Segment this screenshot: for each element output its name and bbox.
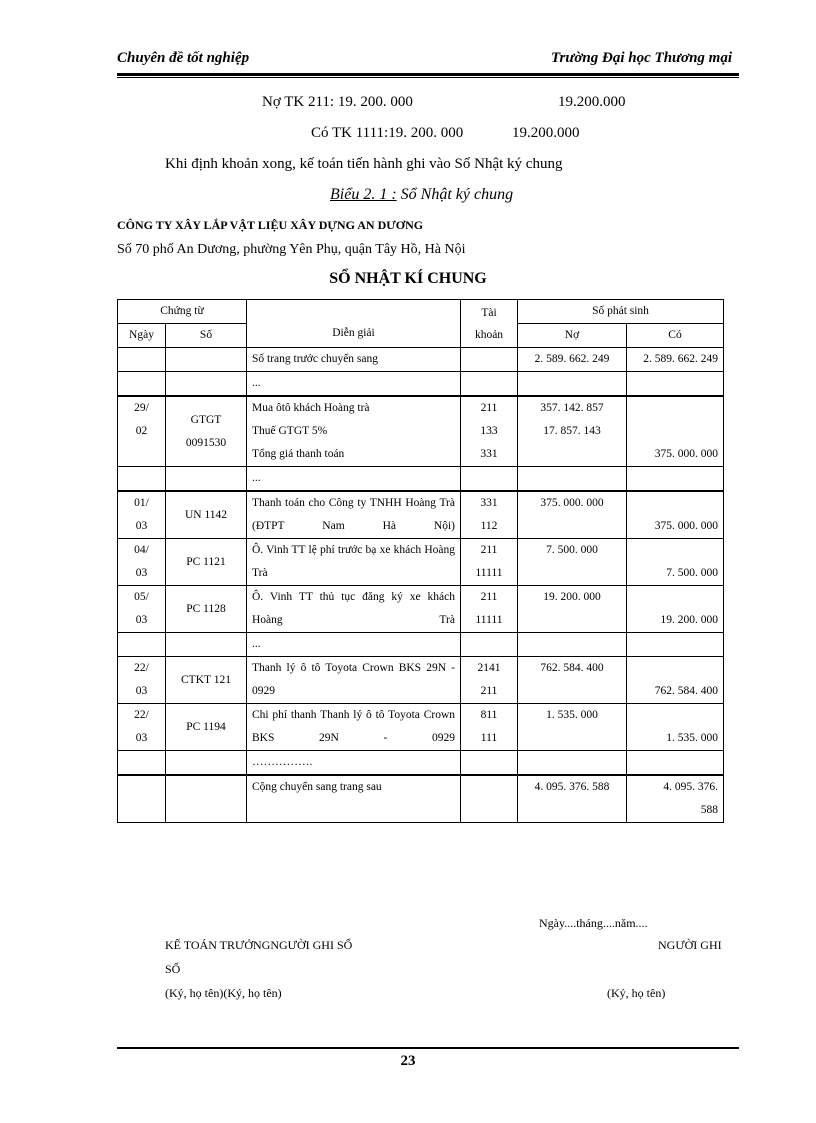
recorder-label: NGƯỜI GHI SỔ xyxy=(270,938,353,952)
cell-debit: 4. 095. 376. 588 xyxy=(518,776,627,823)
cell-debit: 19. 200. 000 xyxy=(518,586,627,633)
cell-description: ... xyxy=(247,633,461,657)
cell-date xyxy=(118,776,166,823)
cell-account: 811 111 xyxy=(461,704,518,751)
cell-credit: 7. 500. 000 xyxy=(627,539,724,586)
signature-titles xyxy=(165,938,352,953)
table-row xyxy=(118,776,724,823)
cell-date: 22/ 03 xyxy=(118,704,166,751)
cell-date: 01/ 03 xyxy=(118,492,166,539)
cell-credit: 375. 000. 000 xyxy=(627,492,724,539)
company-name: CÔNG TY XÂY LẮP VẬT LIỆU XÂY DỰNG AN DƯƠNG xyxy=(117,218,424,232)
cell-date: 04/ 03 xyxy=(118,539,166,586)
cell-debit xyxy=(518,633,627,657)
cell-date: 05/ 03 xyxy=(118,586,166,633)
table-row xyxy=(118,704,724,751)
debit-amount: 19.200.000 xyxy=(558,94,626,110)
cell-account: 331 112 xyxy=(461,492,518,539)
cell-date: 22/ 03 xyxy=(118,657,166,704)
debit-entry: Nợ TK 211: 19. 200. 000 xyxy=(262,94,413,110)
cell-description: ... xyxy=(247,467,461,491)
cell-credit: 2. 589. 662. 249 xyxy=(627,348,724,372)
intro-text: Khi định khoản xong, kế toán tiến hành ghi vào Sổ Nhật ký chung xyxy=(165,156,563,172)
cell-account xyxy=(461,633,518,657)
header-rule-thin xyxy=(117,77,739,78)
cell-account: 211 11111 xyxy=(461,586,518,633)
cell-account xyxy=(461,467,518,491)
cell-credit xyxy=(627,633,724,657)
cell-number: PC 1128 xyxy=(166,586,247,633)
cell-account xyxy=(461,348,518,372)
signature-right: (Ký, họ tên) xyxy=(607,986,666,1000)
cell-number xyxy=(166,633,247,657)
cell-date xyxy=(118,372,166,396)
cell-debit: 7. 500. 000 xyxy=(518,539,627,586)
cell-date xyxy=(118,751,166,775)
header-date: Ngày xyxy=(118,324,166,348)
cell-debit xyxy=(518,467,627,491)
cell-number xyxy=(166,776,247,823)
table-row xyxy=(118,372,724,396)
cell-debit: 375. 000. 000 xyxy=(518,492,627,539)
cell-credit: 1. 535. 000 xyxy=(627,704,724,751)
cell-credit xyxy=(627,751,724,775)
cell-number: PC 1194 xyxy=(166,704,247,751)
cell-date xyxy=(118,348,166,372)
journal-table xyxy=(117,299,724,823)
header-left-title: Chuyên đề tốt nghiệp xyxy=(117,50,250,66)
cell-number xyxy=(166,372,247,396)
table-row xyxy=(118,348,724,372)
cell-debit xyxy=(518,372,627,396)
cell-debit: 1. 535. 000 xyxy=(518,704,627,751)
cell-credit: 375. 000. 000 xyxy=(627,397,724,467)
caption-label: Biểu 2. 1 : xyxy=(330,186,397,203)
recorder-right-label: NGƯỜI GHI xyxy=(658,938,722,952)
cell-description: Ô. Vinh TT thủ tục đăng ký xe khách Hoàng Trà xyxy=(247,586,461,633)
table-row xyxy=(118,397,724,467)
cell-description: Số trang trước chuyển sang xyxy=(247,348,461,372)
table-row xyxy=(118,657,724,704)
cell-number: GTGT 0091530 xyxy=(166,397,247,467)
cell-debit xyxy=(518,751,627,775)
caption-title: Sổ Nhật ký chung xyxy=(396,186,514,203)
header-account: Tài khoản xyxy=(461,300,518,348)
cell-date xyxy=(118,633,166,657)
cell-description: ……………. xyxy=(247,751,461,775)
header-debit: Nợ xyxy=(518,324,627,348)
cell-description: Ô. Vinh TT lệ phí trước bạ xe khách Hoàng Trà xyxy=(247,539,461,586)
header-rule-thick xyxy=(117,73,739,76)
table-caption xyxy=(330,186,513,204)
header-credit: Có xyxy=(627,324,724,348)
recorder-label-wrap: SỔ xyxy=(165,962,181,976)
table-row xyxy=(118,492,724,539)
cell-credit xyxy=(627,467,724,491)
cell-credit: 762. 584. 400 xyxy=(627,657,724,704)
table-row xyxy=(118,586,724,633)
cell-credit xyxy=(627,372,724,396)
cell-account: 211 11111 xyxy=(461,539,518,586)
table-row xyxy=(118,539,724,586)
cell-description: Thanh toán cho Công ty TNHH Hoàng Trà (ĐTPT Nam Hà Nội) xyxy=(247,492,461,539)
table-row xyxy=(118,751,724,775)
header-description: Diễn giải xyxy=(247,300,461,348)
table-row xyxy=(118,467,724,491)
cell-date xyxy=(118,467,166,491)
cell-description: Cộng chuyển sang trang sau xyxy=(247,776,461,823)
cell-debit: 762. 584. 400 xyxy=(518,657,627,704)
header-voucher: Chứng từ xyxy=(118,300,247,324)
cell-credit: 19. 200. 000 xyxy=(627,586,724,633)
ledger-title: SỔ NHẬT KÍ CHUNG xyxy=(329,270,487,287)
credit-amount: 19.200.000 xyxy=(512,125,580,141)
cell-number: PC 1121 xyxy=(166,539,247,586)
cell-account: 211 133 331 xyxy=(461,397,518,467)
header-number: Số xyxy=(166,324,247,348)
cell-number: CTKT 121 xyxy=(166,657,247,704)
cell-debit: 357. 142. 857 17. 857. 143 xyxy=(518,397,627,467)
cell-description: ... xyxy=(247,372,461,396)
cell-debit: 2. 589. 662. 249 xyxy=(518,348,627,372)
chief-accountant-label: KẾ TOÁN TRƯỞNG xyxy=(165,938,271,952)
page-number: 23 xyxy=(400,1053,416,1069)
header-amount: Số phát sinh xyxy=(518,300,724,324)
cell-credit: 4. 095. 376. 588 xyxy=(627,776,724,823)
cell-description: Chi phí thanh Thanh lý ô tô Toyota Crown BKS 29N - 0929 xyxy=(247,704,461,751)
cell-account: 2141 211 xyxy=(461,657,518,704)
cell-account xyxy=(461,372,518,396)
table-header-row xyxy=(118,300,724,324)
cell-description: Mua ôtô khách Hoàng trà Thuế GTGT 5% Tổng giá thanh toán xyxy=(247,397,461,467)
cell-account xyxy=(461,776,518,823)
date-line: Ngày....tháng....năm.... xyxy=(539,916,648,930)
credit-entry: Có TK 1111:19. 200. 000 xyxy=(311,125,464,141)
cell-number xyxy=(166,467,247,491)
footer-rule xyxy=(117,1047,739,1049)
cell-date: 29/ 02 xyxy=(118,397,166,467)
cell-number xyxy=(166,751,247,775)
cell-account xyxy=(461,751,518,775)
cell-description: Thanh lý ô tô Toyota Crown BKS 29N - 0929 xyxy=(247,657,461,704)
company-address: Số 70 phố An Dương, phường Yên Phụ, quận Tây Hồ, Hà Nội xyxy=(117,242,466,257)
signature-left: (Ký, họ tên)(Ký, họ tên) xyxy=(165,986,282,1000)
header-right-title: Trường Đại học Thương mại xyxy=(550,50,732,66)
cell-number xyxy=(166,348,247,372)
table-row xyxy=(118,633,724,657)
cell-number: UN 1142 xyxy=(166,492,247,539)
